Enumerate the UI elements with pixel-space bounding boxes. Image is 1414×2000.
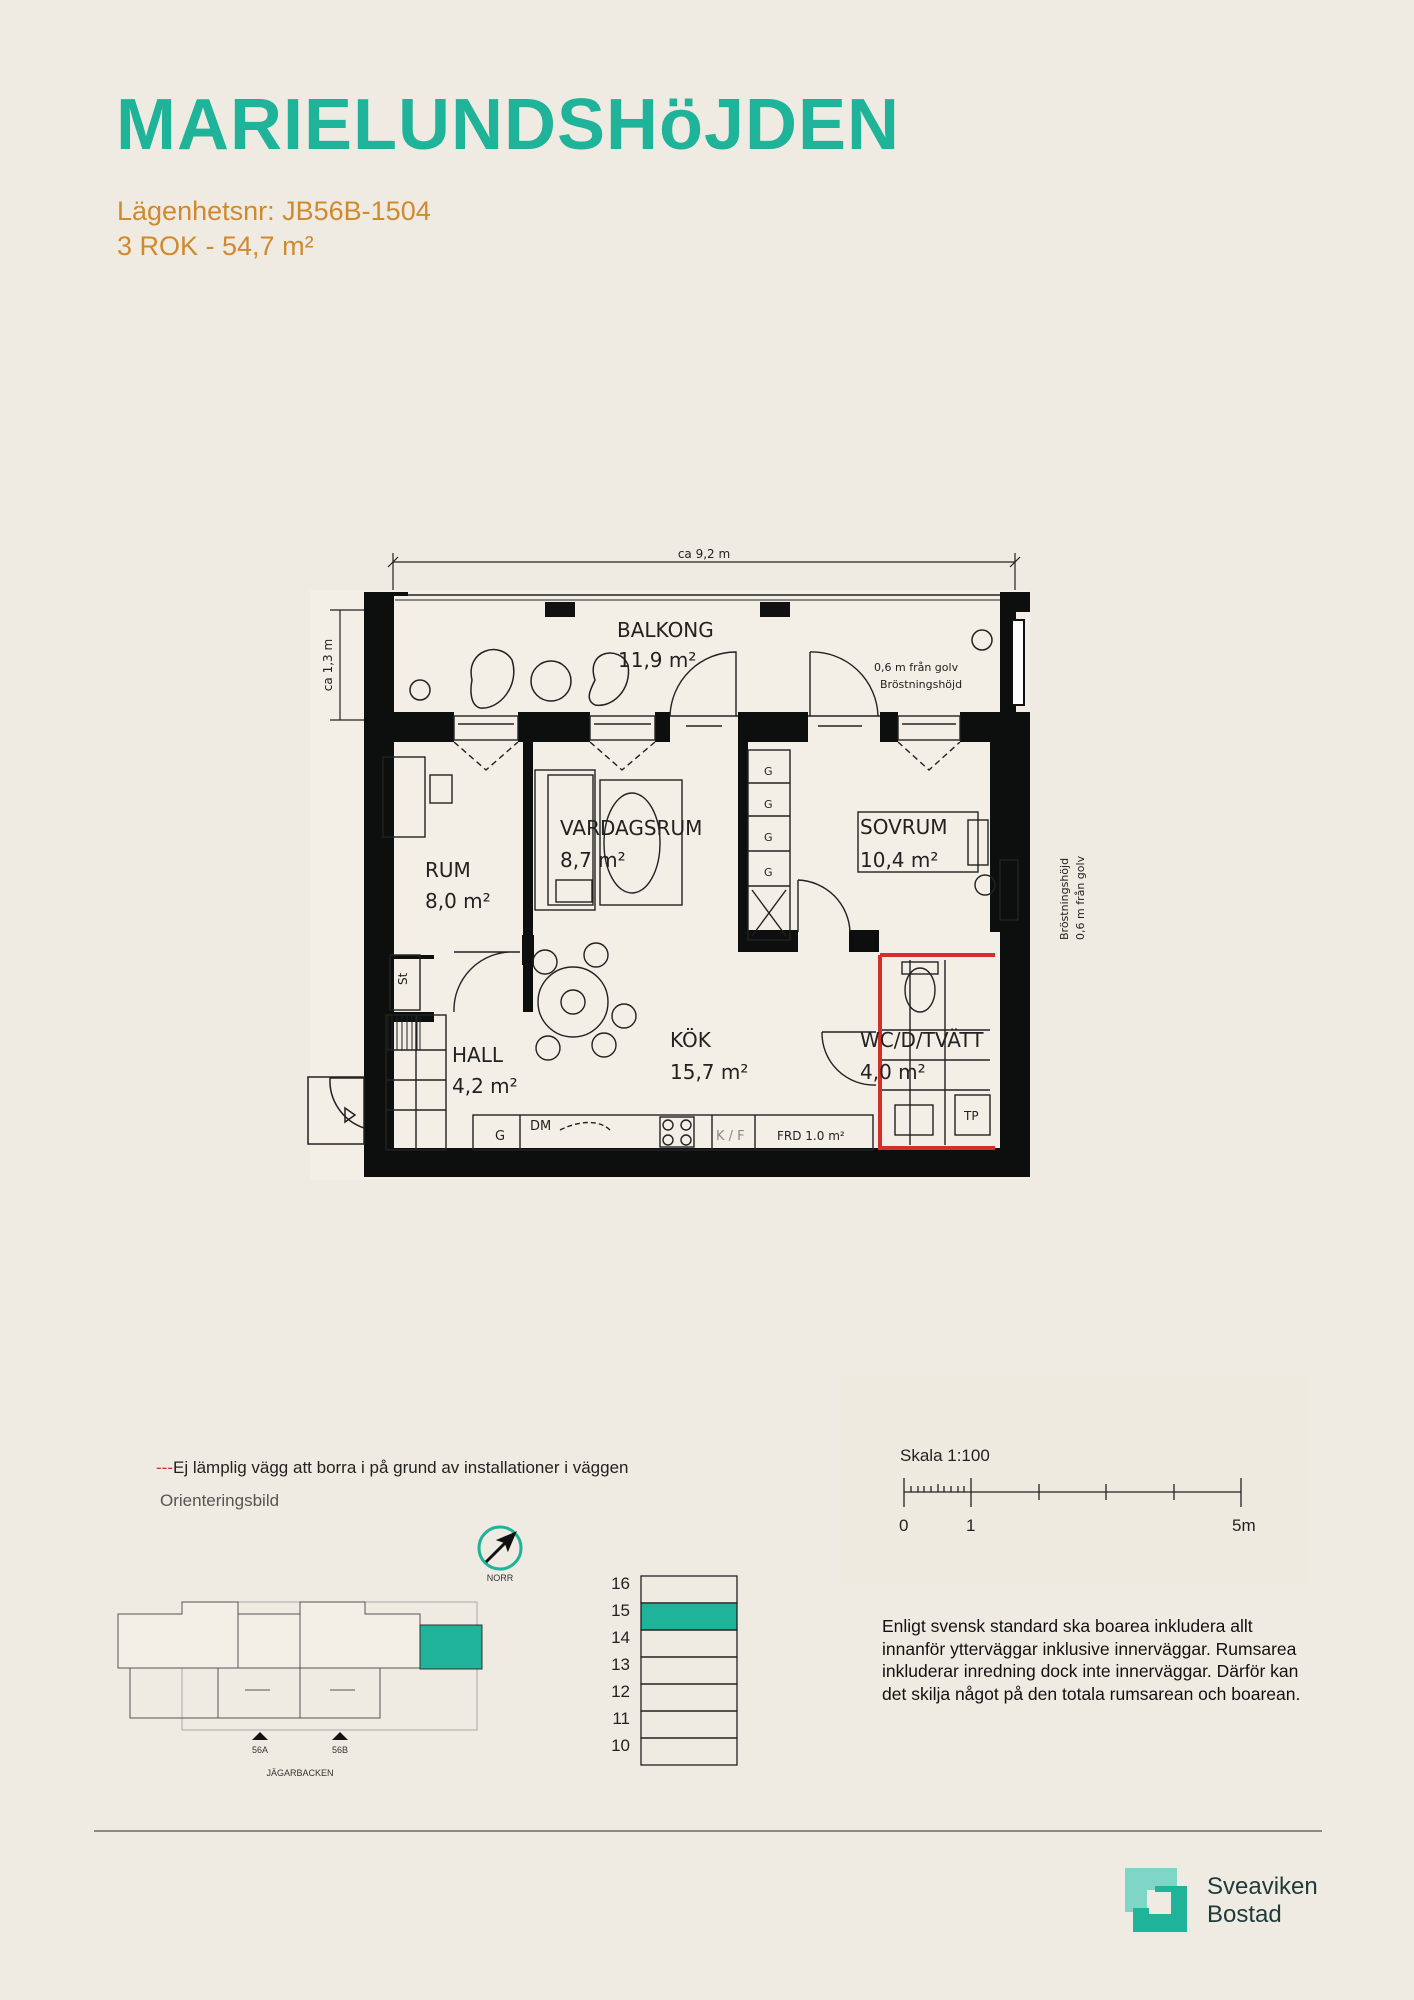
floor-number: 16 — [611, 1574, 630, 1593]
scale-label: 0 — [899, 1516, 909, 1535]
floor-row — [641, 1630, 737, 1657]
dishwasher-label: DM — [530, 1119, 552, 1134]
legend-text: Ej lämplig vägg att borra i på grund av installationer i väggen — [172, 1458, 629, 1477]
dimension-depth-label: ca 1,3 m — [321, 638, 335, 692]
scale-title: Skala 1:100 — [900, 1446, 990, 1465]
entrance-label: 56A — [251, 1745, 269, 1755]
storage-label: St — [396, 972, 410, 985]
north-label: NORR — [486, 1573, 514, 1583]
entrance-label: 56B — [331, 1745, 349, 1755]
room-area: 10,4 m² — [860, 848, 939, 872]
room-area: 11,9 m² — [618, 648, 697, 672]
fridge-freezer-label: K / F — [716, 1129, 745, 1144]
page-title: MARIELUNDSHöJDEN — [116, 85, 901, 165]
floor-row — [641, 1738, 737, 1765]
floor-number: 13 — [611, 1655, 630, 1674]
room-name: HALL — [452, 1043, 504, 1067]
wardrobe-label: G — [764, 765, 773, 778]
area-info-text: Enligt svensk standard ska boarea inkludera allt innanför ytterväggar inklusive innerväggar. Rumsarea inkluderar inredning dock inte innerväggar. Därför kan det skilja något på den totala rumsarean och boarean. — [882, 1616, 1301, 1704]
room-area: 8,7 m² — [560, 848, 626, 872]
wardrobe-label: G — [764, 831, 773, 844]
wardrobe-label: G — [764, 798, 773, 811]
room-name: BALKONG — [617, 618, 714, 642]
scale-label: 1 — [966, 1516, 976, 1535]
legend-marker: --- — [156, 1458, 173, 1477]
floor-number: 14 — [611, 1628, 630, 1647]
divider — [94, 1830, 1322, 1832]
brand-name: Sveaviken — [1207, 1873, 1318, 1900]
apartment-size: 3 ROK - 54,7 m² — [117, 231, 314, 261]
floor-plan — [300, 545, 1087, 1185]
room-area: 8,0 m² — [425, 889, 491, 913]
floor-row — [641, 1711, 737, 1738]
room-name: KÖK — [670, 1028, 711, 1052]
room-area: 15,7 m² — [670, 1060, 749, 1084]
floor-row — [641, 1684, 737, 1711]
scale-bar — [895, 1470, 1255, 1520]
room-name: WC/D/TVÄTT — [860, 1028, 984, 1052]
apartment-number: Lägenhetsnr: JB56B-1504 — [117, 196, 431, 226]
sill-note: 0,6 m från golv — [874, 661, 959, 674]
floor-current — [641, 1603, 737, 1630]
orientation-label: Orienteringsbild — [160, 1491, 280, 1510]
floor-number: 11 — [612, 1709, 630, 1728]
floor-stack — [600, 1570, 750, 1770]
floor-row — [641, 1576, 737, 1603]
room-name: RUM — [425, 858, 471, 882]
storage-area-label: FRD 1.0 m² — [777, 1129, 845, 1143]
north-arrow — [479, 1527, 521, 1569]
sill-side-note: Bröstningshöjd — [1058, 857, 1071, 940]
sill-note: Bröstningshöjd — [880, 678, 963, 691]
room-name: VARDAGSRUM — [560, 816, 703, 840]
orientation-map — [110, 1520, 514, 1790]
dryer-label: TP — [964, 1109, 979, 1123]
apartment-location — [420, 1625, 482, 1669]
dimension-width-label: ca 9,2 m — [677, 547, 731, 561]
room-name: SOVRUM — [860, 815, 948, 839]
floor-number: 12 — [611, 1682, 630, 1701]
wardrobe-label: G — [495, 1129, 506, 1144]
street-label: JÄGARBACKEN — [266, 1768, 334, 1778]
floor-number: 15 — [611, 1601, 630, 1620]
sveaviken-logo-icon — [1115, 1860, 1195, 1940]
floor-number: 10 — [611, 1736, 630, 1755]
brand-name: Bostad — [1207, 1901, 1282, 1928]
room-area: 4,0 m² — [860, 1060, 926, 1084]
wardrobe-label: G — [764, 866, 773, 879]
floor-row — [641, 1657, 737, 1684]
legend-note — [156, 1458, 628, 1478]
scale-label: 5m — [1232, 1516, 1256, 1535]
sill-side-note: 0,6 m från golv — [1074, 855, 1087, 940]
room-area: 4,2 m² — [452, 1074, 518, 1098]
